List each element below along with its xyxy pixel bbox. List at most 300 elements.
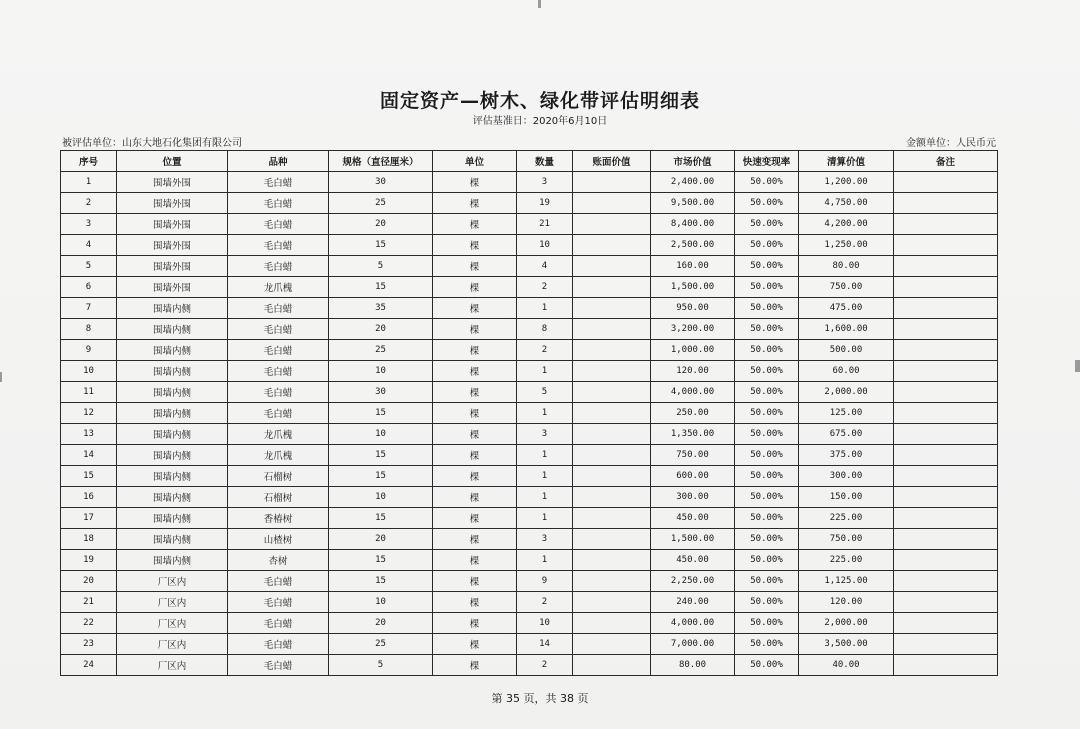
cell-remarks <box>894 382 998 403</box>
cell-index: 7 <box>61 298 117 319</box>
cell-liquidation-rate: 50.00% <box>735 487 799 508</box>
cell-species: 毛白蜡 <box>228 298 329 319</box>
col-header-book-value: 账面价值 <box>573 151 651 172</box>
cell-liquidation-rate: 50.00% <box>735 466 799 487</box>
cell-location: 围墙外围 <box>117 214 228 235</box>
cell-unit: 棵 <box>433 361 517 382</box>
cell-quantity: 5 <box>517 382 573 403</box>
cell-book-value <box>573 277 651 298</box>
cell-liquidation-value: 4,200.00 <box>799 214 894 235</box>
cell-index: 18 <box>61 529 117 550</box>
cell-book-value <box>573 550 651 571</box>
cell-species: 毛白蜡 <box>228 235 329 256</box>
col-header-quantity: 数量 <box>517 151 573 172</box>
cell-liquidation-value: 60.00 <box>799 361 894 382</box>
cell-spec: 15 <box>329 403 433 424</box>
cell-remarks <box>894 550 998 571</box>
cell-book-value <box>573 340 651 361</box>
table-row <box>61 298 998 319</box>
cell-species: 毛白蜡 <box>228 340 329 361</box>
cell-spec: 15 <box>329 550 433 571</box>
cell-liquidation-value: 150.00 <box>799 487 894 508</box>
cell-unit: 棵 <box>433 319 517 340</box>
cell-unit: 棵 <box>433 529 517 550</box>
cell-spec: 10 <box>329 592 433 613</box>
scan-edge-mark <box>0 372 2 382</box>
cell-unit: 棵 <box>433 403 517 424</box>
cell-index: 14 <box>61 445 117 466</box>
cell-remarks <box>894 508 998 529</box>
cell-quantity: 4 <box>517 256 573 277</box>
cell-quantity: 1 <box>517 403 573 424</box>
currency-unit: 金额单位：人民币元 <box>906 138 996 149</box>
cell-index: 16 <box>61 487 117 508</box>
cell-species: 毛白蜡 <box>228 193 329 214</box>
cell-spec: 25 <box>329 340 433 361</box>
cell-index: 2 <box>61 193 117 214</box>
cell-quantity: 10 <box>517 235 573 256</box>
cell-book-value <box>573 655 651 676</box>
cell-market-value: 7,000.00 <box>651 634 735 655</box>
col-header-remarks: 备注 <box>894 151 998 172</box>
cell-liquidation-rate: 50.00% <box>735 256 799 277</box>
cell-location: 围墙内侧 <box>117 361 228 382</box>
cell-market-value: 950.00 <box>651 298 735 319</box>
cell-quantity: 1 <box>517 550 573 571</box>
cell-liquidation-value: 120.00 <box>799 592 894 613</box>
cell-location: 围墙内侧 <box>117 319 228 340</box>
cell-unit: 棵 <box>433 214 517 235</box>
cell-species: 毛白蜡 <box>228 256 329 277</box>
table-row <box>61 340 998 361</box>
table-row <box>61 613 998 634</box>
cell-unit: 棵 <box>433 634 517 655</box>
cell-remarks <box>894 361 998 382</box>
cell-market-value: 1,500.00 <box>651 529 735 550</box>
cell-remarks <box>894 172 998 193</box>
cell-quantity: 2 <box>517 277 573 298</box>
cell-liquidation-rate: 50.00% <box>735 214 799 235</box>
cell-unit: 棵 <box>433 487 517 508</box>
cell-index: 9 <box>61 340 117 361</box>
cell-market-value: 2,400.00 <box>651 172 735 193</box>
cell-market-value: 3,200.00 <box>651 319 735 340</box>
cell-liquidation-rate: 50.00% <box>735 550 799 571</box>
cell-spec: 5 <box>329 256 433 277</box>
cell-index: 3 <box>61 214 117 235</box>
cell-index: 1 <box>61 172 117 193</box>
table-body <box>61 172 998 676</box>
cell-liquidation-value: 500.00 <box>799 340 894 361</box>
table-row <box>61 550 998 571</box>
cell-index: 4 <box>61 235 117 256</box>
cell-location: 围墙内侧 <box>117 529 228 550</box>
cell-market-value: 4,000.00 <box>651 382 735 403</box>
cell-species: 毛白蜡 <box>228 319 329 340</box>
cell-location: 厂区内 <box>117 655 228 676</box>
table-row <box>61 634 998 655</box>
table-row <box>61 466 998 487</box>
col-header-location: 位置 <box>117 151 228 172</box>
cell-species: 杏树 <box>228 550 329 571</box>
cell-spec: 35 <box>329 298 433 319</box>
cell-species: 毛白蜡 <box>228 172 329 193</box>
cell-book-value <box>573 592 651 613</box>
cell-market-value: 1,500.00 <box>651 277 735 298</box>
cell-unit: 棵 <box>433 613 517 634</box>
cell-market-value: 240.00 <box>651 592 735 613</box>
cell-liquidation-rate: 50.00% <box>735 193 799 214</box>
cell-unit: 棵 <box>433 550 517 571</box>
table-row <box>61 529 998 550</box>
cell-quantity: 9 <box>517 571 573 592</box>
cell-liquidation-rate: 50.00% <box>735 613 799 634</box>
cell-unit: 棵 <box>433 298 517 319</box>
cell-liquidation-value: 225.00 <box>799 508 894 529</box>
entity-name: 被评估单位：山东大地石化集团有限公司 <box>62 138 242 149</box>
cell-quantity: 1 <box>517 445 573 466</box>
cell-location: 围墙外围 <box>117 235 228 256</box>
cell-remarks <box>894 571 998 592</box>
cell-index: 24 <box>61 655 117 676</box>
cell-location: 围墙内侧 <box>117 403 228 424</box>
table-row <box>61 445 998 466</box>
cell-liquidation-value: 40.00 <box>799 655 894 676</box>
cell-liquidation-value: 300.00 <box>799 466 894 487</box>
cell-location: 围墙内侧 <box>117 340 228 361</box>
table-row <box>61 235 998 256</box>
cell-quantity: 3 <box>517 529 573 550</box>
cell-quantity: 1 <box>517 466 573 487</box>
cell-remarks <box>894 634 998 655</box>
cell-species: 龙爪槐 <box>228 277 329 298</box>
table-row <box>61 571 998 592</box>
cell-species: 龙爪槐 <box>228 445 329 466</box>
cell-species: 石榴树 <box>228 487 329 508</box>
cell-species: 毛白蜡 <box>228 382 329 403</box>
cell-unit: 棵 <box>433 466 517 487</box>
cell-location: 围墙内侧 <box>117 424 228 445</box>
cell-book-value <box>573 634 651 655</box>
cell-book-value <box>573 214 651 235</box>
cell-book-value <box>573 487 651 508</box>
cell-liquidation-value: 2,000.00 <box>799 613 894 634</box>
cell-spec: 5 <box>329 655 433 676</box>
cell-remarks <box>894 340 998 361</box>
cell-remarks <box>894 256 998 277</box>
cell-book-value <box>573 403 651 424</box>
page-title: 固定资产—树木、绿化带评估明细表 <box>379 90 700 112</box>
cell-remarks <box>894 466 998 487</box>
cell-liquidation-rate: 50.00% <box>735 634 799 655</box>
cell-market-value: 600.00 <box>651 466 735 487</box>
cell-index: 15 <box>61 466 117 487</box>
cell-location: 围墙内侧 <box>117 382 228 403</box>
cell-liquidation-rate: 50.00% <box>735 571 799 592</box>
cell-quantity: 2 <box>517 655 573 676</box>
scan-edge-mark <box>538 0 541 8</box>
cell-index: 20 <box>61 571 117 592</box>
cell-liquidation-value: 750.00 <box>799 529 894 550</box>
cell-spec: 20 <box>329 529 433 550</box>
cell-market-value: 250.00 <box>651 403 735 424</box>
cell-index: 5 <box>61 256 117 277</box>
cell-spec: 20 <box>329 214 433 235</box>
cell-liquidation-rate: 50.00% <box>735 592 799 613</box>
cell-species: 毛白蜡 <box>228 403 329 424</box>
cell-unit: 棵 <box>433 592 517 613</box>
cell-liquidation-value: 2,000.00 <box>799 382 894 403</box>
cell-species: 毛白蜡 <box>228 592 329 613</box>
table-row <box>61 193 998 214</box>
cell-book-value <box>573 466 651 487</box>
cell-liquidation-rate: 50.00% <box>735 529 799 550</box>
table-row <box>61 214 998 235</box>
cell-market-value: 450.00 <box>651 550 735 571</box>
cell-index: 13 <box>61 424 117 445</box>
cell-quantity: 2 <box>517 340 573 361</box>
cell-liquidation-value: 4,750.00 <box>799 193 894 214</box>
cell-book-value <box>573 298 651 319</box>
cell-quantity: 3 <box>517 172 573 193</box>
cell-unit: 棵 <box>433 655 517 676</box>
cell-liquidation-value: 375.00 <box>799 445 894 466</box>
scan-edge-mark <box>1075 360 1080 372</box>
cell-spec: 20 <box>329 613 433 634</box>
cell-index: 22 <box>61 613 117 634</box>
cell-liquidation-value: 675.00 <box>799 424 894 445</box>
cell-species: 毛白蜡 <box>228 214 329 235</box>
cell-quantity: 3 <box>517 424 573 445</box>
cell-unit: 棵 <box>433 277 517 298</box>
cell-spec: 30 <box>329 172 433 193</box>
cell-index: 6 <box>61 277 117 298</box>
cell-spec: 15 <box>329 445 433 466</box>
cell-liquidation-value: 3,500.00 <box>799 634 894 655</box>
table-header-row <box>61 151 998 172</box>
cell-liquidation-value: 225.00 <box>799 550 894 571</box>
cell-species: 香椿树 <box>228 508 329 529</box>
cell-species: 毛白蜡 <box>228 655 329 676</box>
cell-location: 围墙内侧 <box>117 550 228 571</box>
table-row <box>61 508 998 529</box>
cell-unit: 棵 <box>433 445 517 466</box>
cell-quantity: 14 <box>517 634 573 655</box>
cell-market-value: 160.00 <box>651 256 735 277</box>
cell-book-value <box>573 613 651 634</box>
cell-spec: 10 <box>329 487 433 508</box>
cell-species: 山楂树 <box>228 529 329 550</box>
valuation-date: 评估基准日：2020年6月10日 <box>472 116 608 127</box>
cell-book-value <box>573 529 651 550</box>
col-header-unit: 单位 <box>433 151 517 172</box>
cell-book-value <box>573 571 651 592</box>
cell-book-value <box>573 361 651 382</box>
col-header-liquidation-rate: 快速变现率 <box>735 151 799 172</box>
cell-remarks <box>894 277 998 298</box>
cell-market-value: 8,400.00 <box>651 214 735 235</box>
table-row <box>61 424 998 445</box>
cell-location: 围墙外围 <box>117 193 228 214</box>
table-row <box>61 655 998 676</box>
cell-market-value: 4,000.00 <box>651 613 735 634</box>
cell-market-value: 2,500.00 <box>651 235 735 256</box>
cell-unit: 棵 <box>433 256 517 277</box>
col-header-spec: 规格（直径厘米） <box>329 151 433 172</box>
cell-market-value: 9,500.00 <box>651 193 735 214</box>
cell-book-value <box>573 382 651 403</box>
cell-liquidation-value: 80.00 <box>799 256 894 277</box>
cell-liquidation-rate: 50.00% <box>735 655 799 676</box>
cell-liquidation-rate: 50.00% <box>735 424 799 445</box>
cell-book-value <box>573 508 651 529</box>
cell-remarks <box>894 655 998 676</box>
cell-species: 石榴树 <box>228 466 329 487</box>
cell-spec: 15 <box>329 508 433 529</box>
cell-liquidation-value: 750.00 <box>799 277 894 298</box>
cell-book-value <box>573 235 651 256</box>
table-row <box>61 277 998 298</box>
cell-unit: 棵 <box>433 235 517 256</box>
cell-unit: 棵 <box>433 508 517 529</box>
cell-quantity: 1 <box>517 298 573 319</box>
cell-liquidation-value: 1,125.00 <box>799 571 894 592</box>
cell-remarks <box>894 592 998 613</box>
cell-market-value: 120.00 <box>651 361 735 382</box>
cell-location: 围墙外围 <box>117 256 228 277</box>
cell-liquidation-rate: 50.00% <box>735 340 799 361</box>
cell-unit: 棵 <box>433 424 517 445</box>
cell-market-value: 750.00 <box>651 445 735 466</box>
cell-spec: 30 <box>329 382 433 403</box>
cell-location: 厂区内 <box>117 634 228 655</box>
cell-index: 10 <box>61 361 117 382</box>
cell-spec: 20 <box>329 319 433 340</box>
cell-location: 围墙内侧 <box>117 466 228 487</box>
cell-liquidation-value: 475.00 <box>799 298 894 319</box>
table-row <box>61 382 998 403</box>
cell-unit: 棵 <box>433 340 517 361</box>
asset-table <box>60 150 998 676</box>
cell-remarks <box>894 319 998 340</box>
cell-spec: 15 <box>329 571 433 592</box>
cell-spec: 25 <box>329 193 433 214</box>
cell-quantity: 1 <box>517 508 573 529</box>
cell-quantity: 8 <box>517 319 573 340</box>
cell-market-value: 450.00 <box>651 508 735 529</box>
cell-liquidation-rate: 50.00% <box>735 235 799 256</box>
cell-location: 围墙内侧 <box>117 487 228 508</box>
table-row <box>61 592 998 613</box>
col-header-index: 序号 <box>61 151 117 172</box>
cell-book-value <box>573 256 651 277</box>
cell-quantity: 21 <box>517 214 573 235</box>
cell-spec: 10 <box>329 424 433 445</box>
table-row <box>61 361 998 382</box>
cell-location: 厂区内 <box>117 592 228 613</box>
cell-remarks <box>894 613 998 634</box>
cell-market-value: 80.00 <box>651 655 735 676</box>
cell-liquidation-value: 125.00 <box>799 403 894 424</box>
cell-remarks <box>894 487 998 508</box>
cell-species: 毛白蜡 <box>228 571 329 592</box>
cell-liquidation-rate: 50.00% <box>735 172 799 193</box>
cell-index: 17 <box>61 508 117 529</box>
col-header-species: 品种 <box>228 151 329 172</box>
cell-book-value <box>573 319 651 340</box>
cell-spec: 15 <box>329 235 433 256</box>
cell-remarks <box>894 235 998 256</box>
cell-book-value <box>573 193 651 214</box>
cell-book-value <box>573 445 651 466</box>
cell-liquidation-value: 1,250.00 <box>799 235 894 256</box>
cell-liquidation-value: 1,600.00 <box>799 319 894 340</box>
cell-species: 毛白蜡 <box>228 613 329 634</box>
cell-index: 19 <box>61 550 117 571</box>
cell-quantity: 2 <box>517 592 573 613</box>
table-row <box>61 172 998 193</box>
cell-spec: 15 <box>329 277 433 298</box>
cell-location: 围墙内侧 <box>117 508 228 529</box>
table-row <box>61 256 998 277</box>
cell-market-value: 2,250.00 <box>651 571 735 592</box>
cell-spec: 25 <box>329 634 433 655</box>
cell-market-value: 1,350.00 <box>651 424 735 445</box>
cell-index: 8 <box>61 319 117 340</box>
cell-liquidation-rate: 50.00% <box>735 403 799 424</box>
cell-remarks <box>894 193 998 214</box>
cell-spec: 10 <box>329 361 433 382</box>
cell-species: 龙爪槐 <box>228 424 329 445</box>
cell-location: 围墙外围 <box>117 172 228 193</box>
cell-liquidation-rate: 50.00% <box>735 277 799 298</box>
cell-spec: 15 <box>329 466 433 487</box>
cell-quantity: 1 <box>517 487 573 508</box>
cell-quantity: 10 <box>517 613 573 634</box>
cell-market-value: 300.00 <box>651 487 735 508</box>
cell-index: 21 <box>61 592 117 613</box>
cell-unit: 棵 <box>433 193 517 214</box>
cell-remarks <box>894 403 998 424</box>
cell-index: 11 <box>61 382 117 403</box>
col-header-liquidation-value: 清算价值 <box>799 151 894 172</box>
cell-unit: 棵 <box>433 382 517 403</box>
cell-unit: 棵 <box>433 571 517 592</box>
cell-location: 厂区内 <box>117 571 228 592</box>
cell-book-value <box>573 424 651 445</box>
cell-location: 围墙外围 <box>117 277 228 298</box>
cell-liquidation-rate: 50.00% <box>735 361 799 382</box>
cell-location: 围墙内侧 <box>117 298 228 319</box>
table-row <box>61 487 998 508</box>
cell-remarks <box>894 214 998 235</box>
page-number: 第 35 页，共 38 页 <box>491 692 589 705</box>
table-row <box>61 319 998 340</box>
cell-index: 23 <box>61 634 117 655</box>
cell-quantity: 1 <box>517 361 573 382</box>
cell-liquidation-rate: 50.00% <box>735 445 799 466</box>
cell-species: 毛白蜡 <box>228 634 329 655</box>
cell-location: 围墙内侧 <box>117 445 228 466</box>
cell-market-value: 1,000.00 <box>651 340 735 361</box>
cell-remarks <box>894 298 998 319</box>
cell-remarks <box>894 529 998 550</box>
cell-location: 厂区内 <box>117 613 228 634</box>
cell-liquidation-rate: 50.00% <box>735 319 799 340</box>
cell-unit: 棵 <box>433 172 517 193</box>
table-row <box>61 403 998 424</box>
col-header-market-value: 市场价值 <box>651 151 735 172</box>
